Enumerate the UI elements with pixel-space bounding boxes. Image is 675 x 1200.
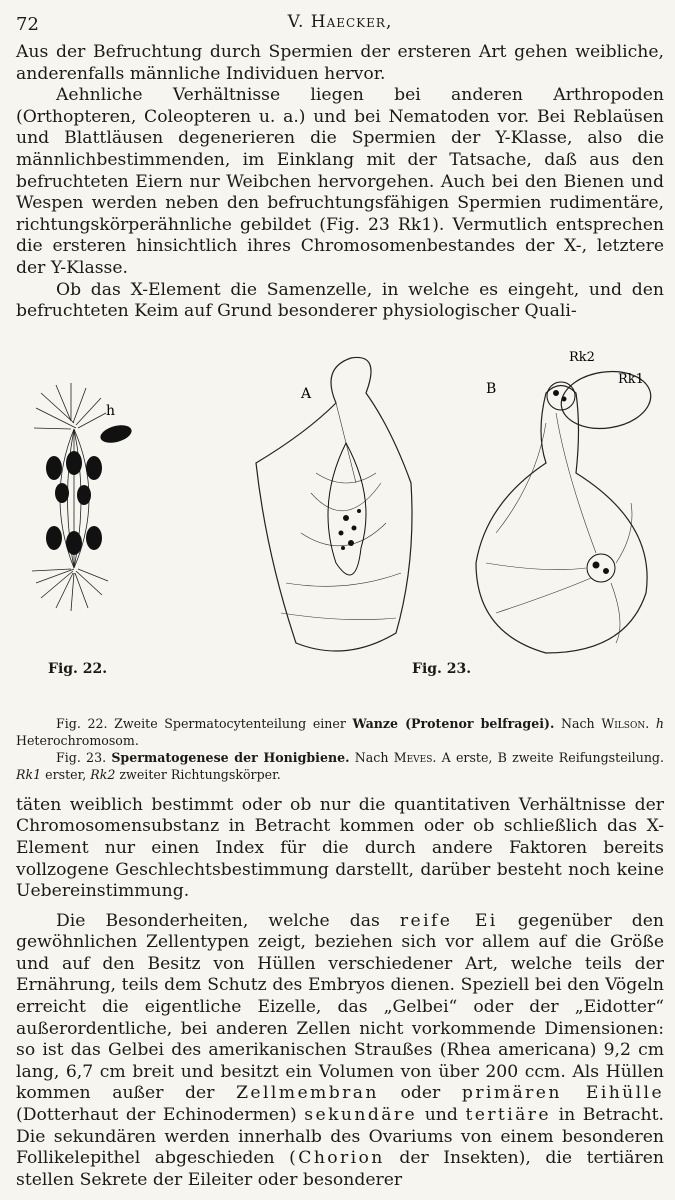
- fig23b-rk2-label: Rk2: [569, 349, 595, 365]
- para5-zellmembran: Zellmembran: [236, 1083, 379, 1104]
- caption-fig23-erster: erster,: [45, 766, 87, 782]
- page-number: 72: [16, 14, 39, 35]
- fig23b-rk1-label: Rk1: [618, 371, 644, 387]
- caption-fig23-author: Meves.: [393, 749, 437, 765]
- body-text-top: [16, 42, 664, 323]
- caption-fig22-bold: Wanze (Protenor belfragei).: [352, 715, 555, 731]
- para5-tertiaere: tertiäre: [465, 1105, 551, 1126]
- para5-chorion: (Chorion: [289, 1148, 385, 1169]
- fig23a-label: A: [301, 385, 312, 402]
- caption-fig22-nach: Nach: [560, 715, 595, 731]
- caption-fig22-rest: Heterochromosom.: [16, 732, 139, 748]
- caption-fig23-rest2: zweiter Richtungskörper.: [119, 766, 281, 782]
- para5-part1: Die Besonderheiten, welche das: [56, 910, 380, 931]
- caption-fig23-rest1: A erste, B zweite Reifungsteilung.: [441, 749, 664, 765]
- fig23b-label: B: [486, 380, 497, 397]
- para5-part4: in Betracht. Die sekundären werden innerhalb des Ovariums von einem besonderen Follikelepithel abgeschieden: [16, 1105, 664, 1169]
- caption-fig23-prefix: Fig. 23.: [56, 749, 107, 765]
- caption-fig23-rk1: Rk1: [16, 766, 42, 782]
- caption-fig22-h: h: [655, 715, 664, 731]
- paragraph-2: Aehnliche Verhältnisse liegen bei anderen Arthropoden (Orthopteren, Coleopteren u. a.) und bei Nematoden vor. Bei Reblaüsen und Blattläusen degenerieren die Spermien der Y-Klasse, also die männlichbestimmenden, im Einklang mit der Tatsache, daß aus den befruchteten Eiern nur Weibchen hervorgehen. Auch bei den Bienen und Wespen werden neben den befruchtungsfähigen Spermien rudimentäre, richtungskörperähnliche gebildet (Fig. 23 Rk1). Vermutlich entsprechen die ersteren hinsichtlich ihres Chromosomenbestandes der X-, letztere der Y-Klasse.: [16, 85, 664, 278]
- caption-fig22: [16, 715, 664, 749]
- fig23b-fibers: [486, 413, 632, 643]
- paragraph-3: Ob das X-Element die Samenzelle, in welche es eingeht, und den befruchteten Keim auf Grund besonderer physiologischer Quali-: [16, 279, 664, 322]
- caption-fig23-rk2: Rk2: [90, 766, 116, 782]
- caption-fig23-bold: Spermatogenese der Honigbiene.: [111, 749, 350, 765]
- fig23a-fibers: [281, 403, 401, 620]
- fig23-label: Fig. 23.: [412, 660, 472, 677]
- caption-fig23-nach: Nach: [354, 749, 389, 765]
- para5-part3: (Dotterhaut der Echinodermen): [16, 1105, 297, 1126]
- figure-illustrations: [16, 333, 664, 683]
- paragraph-5: [16, 911, 664, 1192]
- paragraph-4: täten weiblich bestimmt oder ob nur die quantitativen Verhältnisse der Chromosomensubstanz in Betracht kommen oder ob schließlich das X-Element nur einen Index für die durch andere Faktoren bereits vollzogene Geschlechtsbestimmung darstellt, darüber besteht noch keine Uebereinstimmung.: [16, 794, 664, 902]
- paragraph-1: Aus der Befruchtung durch Spermien der ersteren Art gehen weibliche, anderenfalls männliche Individuen hervor.: [16, 42, 664, 84]
- para5-oder: oder: [400, 1083, 441, 1104]
- para5-part5: der Insekten), die tertiären stellen Sekrete der Eileiter oder besonderer: [16, 1148, 664, 1190]
- figure-captions: [16, 715, 664, 783]
- para5-reife-ei: reife Ei: [399, 910, 498, 931]
- para5-primaere-eihuelle: primären Eihülle: [461, 1083, 665, 1104]
- fig23a-chromatin: [339, 509, 362, 550]
- fig22-chromosomes: [46, 422, 134, 555]
- para5-part2: gegenüber den gewöhnlichen Zellentypen zeigt, beziehen sich vor allem auf die Größe und auf den Besitz von Hüllen verschiedener Art, welche teils der Ernährung, teils dem Schutz des Embryos dienen. Speziell bei den Vögeln erreicht die eigentliche Eizelle, das „Gelbei“ oder der „Eidotter“ außerordentliche, bei anderen Zellen nicht vorkommende Dimensionen: so ist das Gelbei des amerikanischen Straußes (Rhea americana) 9,2 cm lang, 6,7 cm breit und besitzt ein Volumen von über 200 ccm. Als Hüllen kommen außer der: [16, 910, 664, 1104]
- caption-fig22-author: Wilson.: [601, 715, 650, 731]
- caption-fig23: [16, 749, 664, 783]
- fig22-aster-top: [34, 383, 106, 429]
- body-text-bottom: [16, 795, 664, 1192]
- page-header: [16, 8, 664, 42]
- fig22-aster-bottom: [32, 569, 108, 611]
- para5-und: und: [424, 1105, 458, 1126]
- caption-fig22-prefix: Fig. 22.: [56, 715, 108, 731]
- fig22-h-label: h: [106, 402, 116, 419]
- caption-fig22-text: Zweite Spermatocytenteilung einer: [114, 715, 346, 731]
- page: [16, 8, 664, 1191]
- fig22-spindle: [32, 383, 108, 611]
- fig23a-cell: [256, 357, 412, 651]
- fig23b-nucleus-bottom: [587, 554, 615, 582]
- fig23a-spindle: [328, 443, 366, 575]
- para5-sekundaere: sekundäre: [304, 1105, 418, 1126]
- fig22-label: Fig. 22.: [48, 660, 108, 677]
- running-head: V. Haecker,: [287, 12, 393, 32]
- figures-block: [16, 333, 664, 713]
